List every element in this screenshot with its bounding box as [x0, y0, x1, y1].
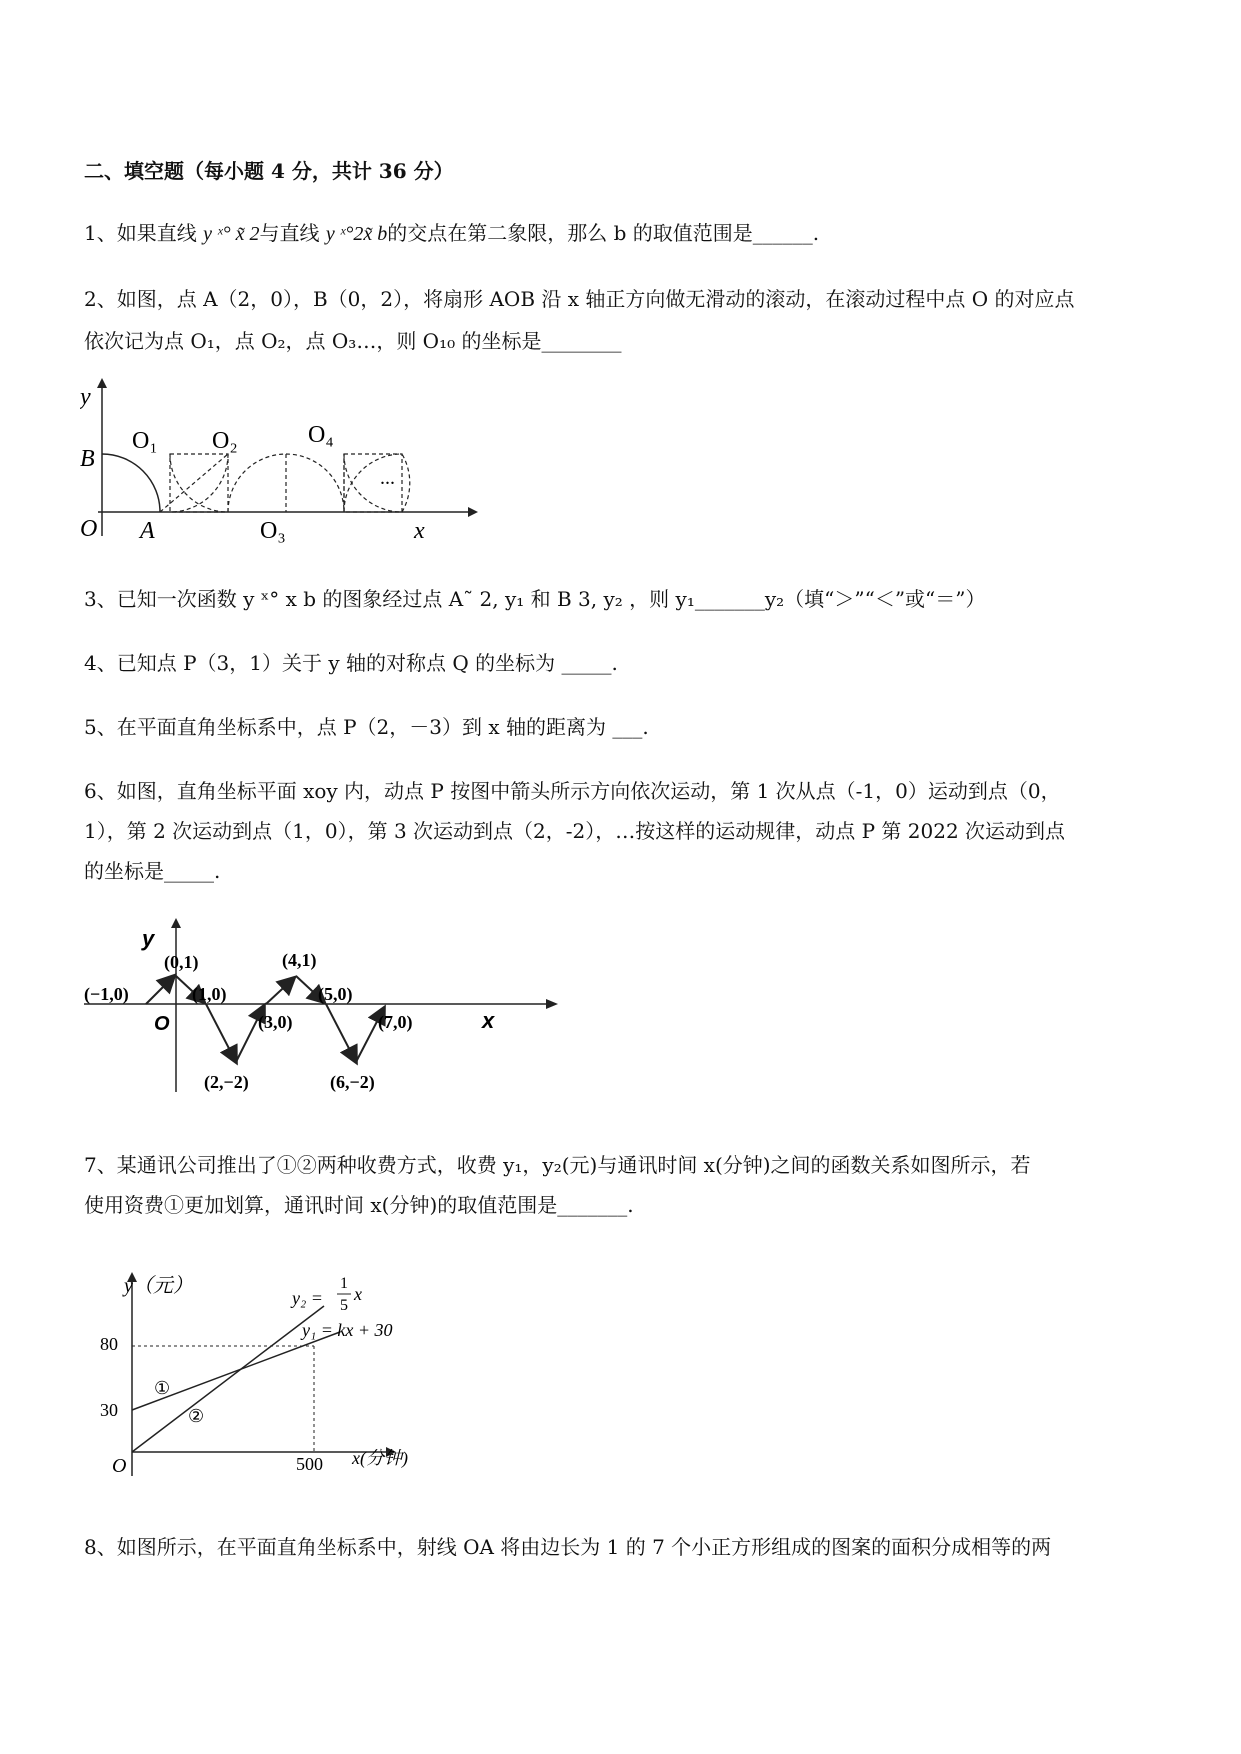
path-segment-1	[146, 976, 174, 1004]
point-label-3-0: (3,0)	[258, 1012, 293, 1032]
fig3-y-axis-label: y（元）	[124, 1275, 193, 1297]
path-segment-5	[266, 978, 294, 1004]
figure-zigzag-path	[80, 916, 560, 1106]
fig3-y1-label: y₁ = kx + 30	[302, 1320, 393, 1340]
fig1-label-O3: O₃	[260, 518, 286, 544]
fig1-label-O4: O₄	[308, 422, 334, 448]
x-axis-arrow	[468, 507, 478, 517]
path-segment-3	[206, 1004, 236, 1062]
question-5: 5、在平面直角坐标系中，点 P（2，－3）到 x 轴的距离为 ___.	[84, 715, 649, 739]
fig3-circle-1: ①	[154, 1378, 171, 1398]
q1-formula-1: y ˣ° x̃ 2	[203, 223, 260, 245]
fig1-label-B: B	[80, 446, 95, 472]
point-label-7-0: (7,0)	[378, 1012, 413, 1032]
fig3-y2-lhs: y₂ =	[292, 1288, 323, 1308]
rolled-square-1	[170, 454, 228, 512]
fig3-tick-30: 30	[100, 1400, 118, 1420]
fig1-label-A: A	[140, 518, 155, 544]
rolled-arc-4	[344, 454, 410, 512]
point-label-5-0: (5,0)	[318, 984, 353, 1004]
line-y1	[132, 1332, 340, 1410]
figure-rolling-sector	[80, 376, 480, 546]
fig3-tick-500: 500	[296, 1454, 323, 1474]
rolled-arc-1	[170, 454, 228, 512]
fig1-label-O2: O₂	[212, 428, 238, 454]
fig2-label-y: y	[142, 926, 155, 951]
fig1-label-O1: O₁	[132, 428, 158, 454]
fig1-label-y: y	[80, 384, 91, 410]
question-8: 8、如图所示，在平面直角坐标系中，射线 OA 将由边长为 1 的 7 个小正方形组成的图案的面积分成相等的两	[84, 1535, 1052, 1559]
fig3-tick-80: 80	[100, 1334, 118, 1354]
question-1	[84, 218, 819, 249]
question-7-line-1: 7、某通讯公司推出了①②两种收费方式，收费 y₁，y₂(元)与通讯时间 x(分钟)之间的函数关系如图所示，若	[84, 1153, 1031, 1177]
point-label-0-1: (0,1)	[164, 952, 199, 972]
fig2-label-O: O	[154, 1013, 170, 1035]
point-label-6-m2: (6,−2)	[330, 1072, 375, 1092]
point-label-1-0: (1,0)	[192, 984, 227, 1004]
path-segment-7	[326, 1004, 356, 1062]
fig1-label-O: O	[80, 516, 98, 542]
question-4: 4、已知点 P（3，1）关于 y 轴的对称点 Q 的坐标为 _____.	[84, 651, 618, 675]
x-axis-arrow	[546, 999, 558, 1009]
fig3-y2-den: 5	[340, 1297, 348, 1314]
question-2-line-1: 2、如图，点 A（2，0），B（0，2），将扇形 AOB 沿 x 轴正方向做无滑动的滚动，在滚动过程中点 O 的对应点	[84, 287, 1075, 311]
point-label-m1-0: (−1,0)	[84, 984, 129, 1004]
q1-text-post: 的交点在第二象限，那么 b 的取值范围是______.	[387, 221, 820, 245]
question-3: 3、已知一次函数 y ˣ° x b 的图象经过点 A˜ 2, y₁ 和 B 3, y₂ ，则 y₁_______y₂（填“＞”“＜”或“＝”）	[84, 587, 986, 611]
point-label-2-m2: (2,−2)	[204, 1072, 249, 1092]
fig1-label-dots: ...	[380, 467, 395, 489]
question-6-line-1: 6、如图，直角坐标平面 xoy 内，动点 P 按图中箭头所示方向依次运动，第 1 次从点（-1，0）运动到点（0，	[84, 779, 1061, 803]
question-2-line-2: 依次记为点 O₁，点 O₂，点 O₃…，则 O₁₀ 的坐标是________	[84, 329, 622, 353]
q1-text-mid: 与直线	[259, 221, 326, 245]
fig3-y2-num: 1	[340, 1275, 348, 1292]
sector-arc	[102, 454, 160, 512]
section-title: 二、填空题（每小题 4 分，共计 36 分）	[84, 159, 454, 183]
rolled-arc-2	[170, 454, 228, 512]
y-axis-arrow	[171, 918, 181, 928]
fig3-y2-x: x	[354, 1284, 362, 1304]
point-label-4-1: (4,1)	[282, 950, 317, 970]
q1-formula-2: y ˣ°2x̃ b	[325, 223, 388, 245]
fig1-label-x: x	[414, 518, 425, 544]
fig3-x-axis-label: x(分钟)	[352, 1448, 408, 1468]
question-6-line-3: 的坐标是_____.	[84, 859, 221, 883]
fig2-label-x: x	[482, 1008, 495, 1033]
question-7-line-2: 使用资费①更加划算，通讯时间 x(分钟)的取值范围是_______.	[84, 1193, 634, 1217]
fig3-origin: O	[112, 1455, 127, 1477]
y-axis-arrow	[97, 378, 107, 388]
figure-fee-graph	[96, 1266, 476, 1486]
fig3-circle-2: ②	[188, 1406, 205, 1426]
q1-text-pre: 1、如果直线	[84, 221, 204, 245]
question-6-line-2: 1），第 2 次运动到点（1，0），第 3 次运动到点（2，-2），…按这样的运动规律，动点 P 第 2022 次运动到点	[84, 819, 1066, 843]
